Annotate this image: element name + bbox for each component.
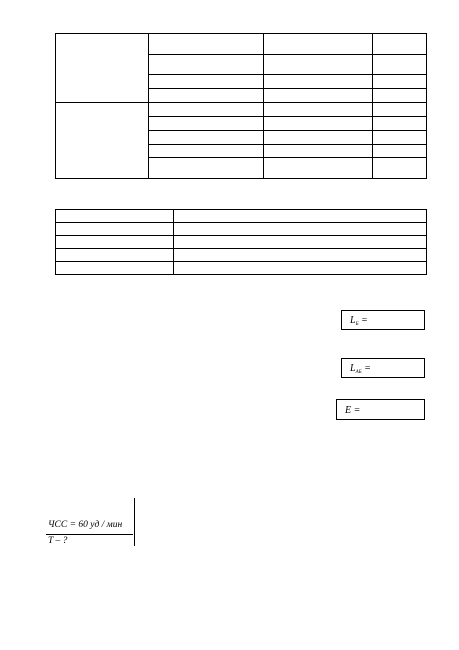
table-1-group-label — [56, 103, 149, 179]
table-1-cell — [264, 75, 373, 89]
table-1-cell — [149, 145, 264, 158]
table-1-cell — [264, 89, 373, 103]
table-2 — [55, 209, 427, 275]
formula-equals: = — [361, 363, 371, 374]
table-2-cell — [56, 236, 174, 249]
formula-subscript: АБ — [355, 370, 362, 375]
table-1-cell — [373, 145, 427, 158]
table-1-cell — [264, 131, 373, 145]
table-1-cell — [149, 158, 264, 179]
table-1-cell — [264, 103, 373, 117]
table-1-cell — [149, 117, 264, 131]
table-1-cell — [373, 89, 427, 103]
table-2-cell — [174, 262, 427, 275]
table-2-cell — [174, 249, 427, 262]
table-2-cell — [174, 236, 427, 249]
table-2-cell — [174, 210, 427, 223]
find-text: T – ? — [48, 536, 68, 546]
table-1-cell — [149, 55, 264, 75]
formula-var: L — [350, 315, 356, 326]
table-1-cell — [373, 75, 427, 89]
formula-equals: = — [358, 315, 368, 326]
given-block — [48, 520, 123, 546]
given-divider-vertical — [134, 498, 135, 546]
table-2-cell — [56, 223, 174, 236]
table-1-cell — [264, 55, 373, 75]
table-1-cell — [149, 89, 264, 103]
table-1-group-label — [56, 34, 149, 103]
table-1-cell — [149, 75, 264, 89]
given-text: ЧСС = 60 уд / мин — [48, 520, 123, 530]
formula-box-e — [336, 399, 425, 420]
given-divider-horizontal — [46, 534, 133, 535]
formula-box-lb — [341, 310, 425, 330]
table-2-cell — [174, 223, 427, 236]
table-1-cell — [264, 34, 373, 55]
table-1-cell — [373, 103, 427, 117]
formula-var: L — [350, 363, 356, 374]
table-1-cell — [149, 34, 264, 55]
table-1-cell — [264, 158, 373, 179]
formula-box-lab — [341, 358, 425, 378]
table-2-cell — [56, 210, 174, 223]
formula-subscript: Б — [355, 322, 359, 327]
table-2-cell — [56, 262, 174, 275]
table-1-cell — [373, 158, 427, 179]
table-1-cell — [373, 55, 427, 75]
table-1-cell — [264, 145, 373, 158]
table-2-cell — [56, 249, 174, 262]
table-1-cell — [373, 131, 427, 145]
table-1-cell — [149, 103, 264, 117]
table-1-cell — [373, 34, 427, 55]
table-1-cell — [264, 117, 373, 131]
formula-label: E = — [345, 405, 361, 416]
table-1-cell — [149, 131, 264, 145]
table-1 — [55, 33, 427, 179]
table-1-cell — [373, 117, 427, 131]
